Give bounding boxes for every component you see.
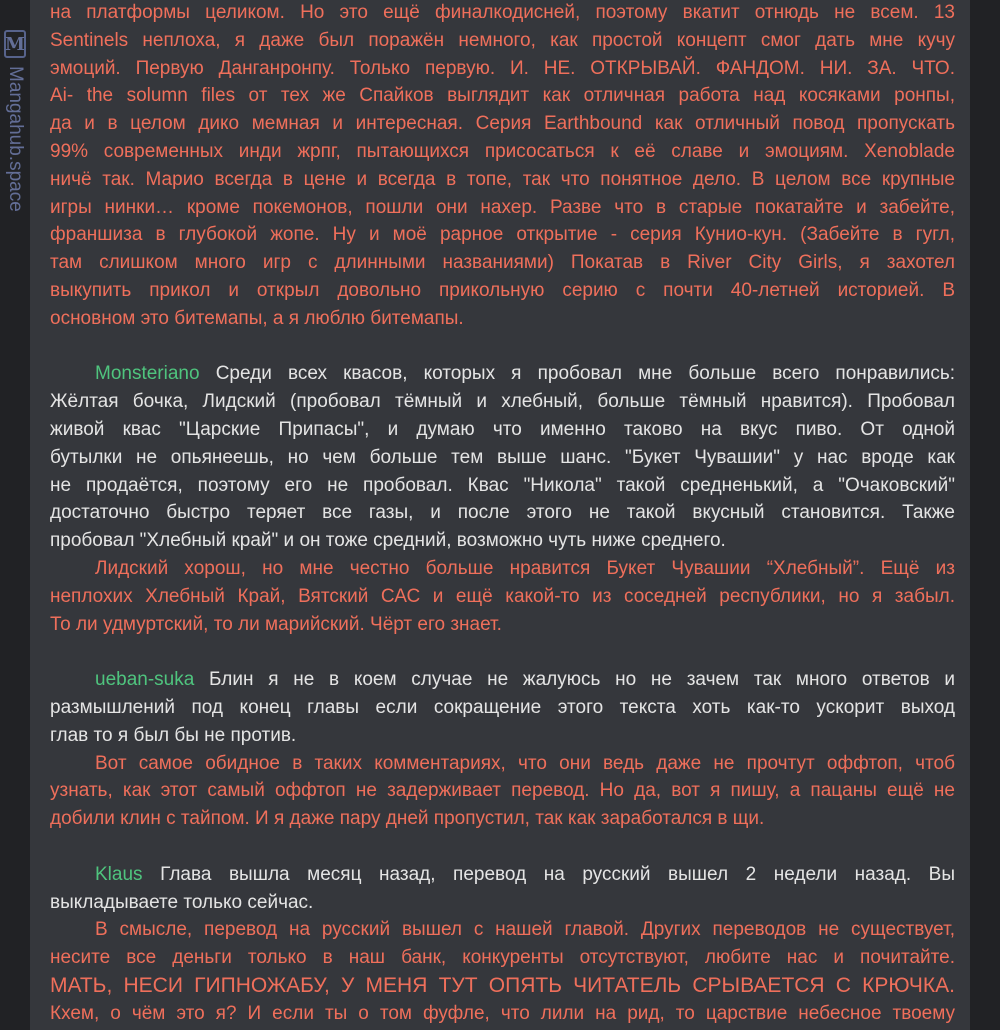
line-text: основном это битемапы, а я люблю битемапы. [50,307,464,329]
line-text: Ai- the solumn files от тех же Спайков выглядит как отличная работа над косяками ронпы, [50,85,955,107]
line-text: Жёлтая бочка, Лидский (пробовал тёмный и хлебный, больше тёмный нравится). Пробовал [50,391,955,413]
text-line [50,110,955,138]
text-line [50,750,955,778]
line-text: достаточно быстро теряет все газы, и после этого не такой вкусный становится. Также [50,502,955,524]
line-text: узнать, как этот самый оффтоп не задерживает перевод. Но да, вот я пишу, а пацаны ещё не [50,780,955,802]
text-line [50,277,955,305]
text-line [50,194,955,222]
line-text: эмоций. Первую Данганронпу. Только первую. И. НЕ. ОТКРЫВАЙ. ФАНДОМ. НИ. ЗА. ЧТО. [50,57,955,79]
text-line [50,499,955,527]
reply-paragraph [50,916,955,1027]
line-text: несите все деньги только в наш банк, конкуренты отсутствуют, любите нас и почитайте. [50,947,955,969]
text-line [50,972,955,1000]
line-text: Лидский хорош, но мне честно больше нравится Букет Чувашии “Хлебный”. Ещё из [95,557,955,579]
text-line [50,55,955,83]
text-line [50,722,955,750]
text-line [50,1000,955,1028]
text-line [50,0,955,27]
reply-paragraph [50,555,955,638]
username[interactable]: Monsteriano [95,363,200,385]
text-line [50,444,955,472]
text-line [50,666,955,694]
watermark-text: Mangahub.space [5,66,26,212]
line-text: пробовал "Хлебный край" и он тоже средний, возможно чуть ниже среднего. [50,530,726,552]
reply-paragraph [50,0,955,333]
line-text: неплохих Хлебный Край, Вятский САС и ещё какой-то из соседней республики, но я забыл. [50,585,955,607]
line-text: живой квас "Царские Припасы", и думаю что именно таково на вкус пиво. От одной [50,418,955,440]
text-line [50,27,955,55]
text-line [50,861,955,889]
text-line [50,82,955,110]
watermark-logo-icon: M [4,30,26,58]
paragraph-spacer [50,833,955,861]
text-line [50,388,955,416]
text-line [50,305,955,333]
text-line [50,694,955,722]
line-text: там слишком много игр с длинными названиями) Покатав в River City Girls, я захотел [50,252,955,274]
paragraph-spacer [50,638,955,666]
reply-paragraph [50,750,955,833]
line-text: МАТЬ, НЕСИ ГИПНОЖАБУ, У МЕНЯ ТУТ ОПЯТЬ ЧИТАТЕЛЬ СРЫВАЕТСЯ С КРЮЧКА. [50,973,955,997]
text-line [50,944,955,972]
text-line [50,472,955,500]
line-text: франшиза в глубокой жопе. Ну и моё рарное открытие - серия Кунио-кун. (Забейте в гугл, [50,224,955,246]
text-line [50,249,955,277]
text-line [50,555,955,583]
comment-paragraph [50,360,955,555]
text-line [50,360,955,388]
line-text: добили клин с тайпом. И я даже пару дней пропустил, так как заработался в щи. [50,808,765,830]
notes-text [50,0,955,1027]
line-text: бутылки не опьянеешь, но чем больше тем выше шанс. "Букет Чувашии" у нас вроде как [50,446,955,468]
comment-paragraph [50,666,955,749]
line-text: выкладываете только сейчас. [50,891,314,913]
line-text: Sentinels неплоха, я даже был поражён немного, как простой концепт смог дать мне кучу [50,29,955,51]
text-line [50,166,955,194]
text-line [50,527,955,555]
text-line [50,777,955,805]
text-line [50,611,955,639]
line-text: игры нинки… кроме покемонов, пошли они нахер. Разве что в старые покатайте и забейте, [50,196,955,218]
username[interactable]: ueban-suka [95,669,195,691]
username[interactable]: Klaus [95,863,143,885]
line-text: Глава вышла месяц назад, перевод на русский вышел 2 недели назад. Вы [160,863,955,885]
line-text: на платформы целиком. Но это ещё финалкодисней, поэтому вкатит отнюдь не всем. 13 [50,2,955,23]
line-text: В смысле, перевод на русский вышел с нашей главой. Других переводов не существует, [95,919,955,941]
text-line [50,889,955,917]
paragraph-spacer [50,333,955,361]
line-text: 99% современных инди жрпг, пытающихся присосаться к её славе и эмоциям. Xenoblade [50,140,955,162]
text-line [50,138,955,166]
line-text: да и в целом дико мемная и интересная. Серия Earthbound как отличный повод пропускать [50,113,955,135]
watermark [2,30,28,212]
line-text: Блин я не в коем случае не жалуюсь но не зачем так много ответов и [209,669,955,691]
line-text: ничё так. Марио всегда в цене и всегда в топе, так что понятное дело. В целом все крупные [50,168,955,190]
line-text: Среди всех квасов, которых я пробовал мне больше всего понравились: [215,363,955,385]
line-text: глав то я был бы не против. [50,724,297,746]
text-line [50,221,955,249]
text-line [50,416,955,444]
line-text: То ли удмуртский, то ли марийский. Чёрт его знает. [50,613,502,635]
line-text: размышлений под конец главы если сокращение этого текста хоть как-то ускорит выход [50,696,955,718]
text-line [50,805,955,833]
text-line [50,583,955,611]
text-line [50,916,955,944]
line-text: Вот самое обидное в таких комментариях, что они ведь даже не прочтут оффтоп, чтоб [95,752,955,774]
line-text: Кхем, о чём это я? И если ты о том фуфле, что лили на рид, то царствие небесное твоему [50,1002,955,1024]
line-text: выкупить прикол и открыл довольно прикольную серию с почти 40-летней историей. В [50,279,955,301]
comment-paragraph [50,861,955,917]
line-text: не продаётся, поэтому его не пробовал. Квас "Никола" такой средненький, а "Очаковский" [50,474,955,496]
